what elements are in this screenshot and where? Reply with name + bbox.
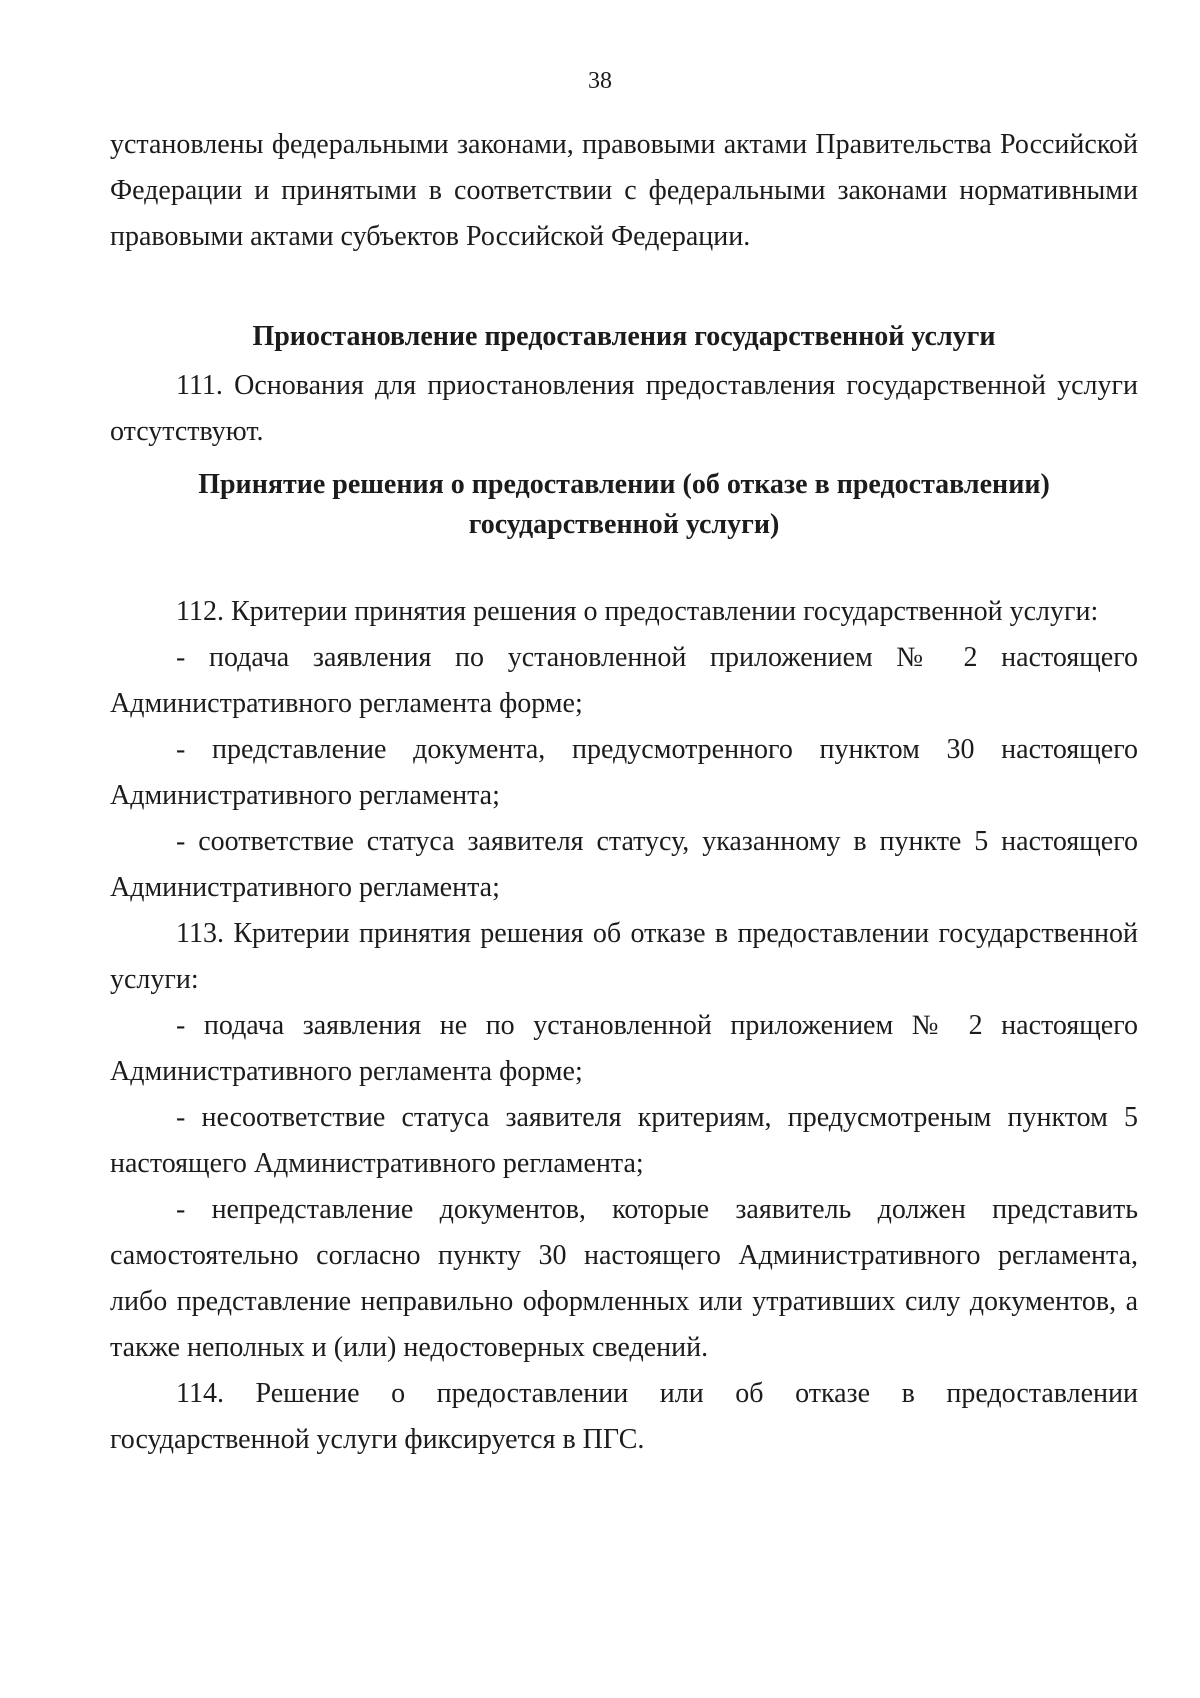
paragraph-112-item-3: - соответствие статуса заявителя статусу, указанному в пункте 5 настоящего Административного регламента; — [110, 826, 1138, 903]
paragraph-113: 113. Критерии принятия решения об отказе в предоставлении государственной услуги: — [110, 918, 1138, 995]
paragraph-112-item-1: - подача заявления по установленной приложением № 2 настоящего Административного регламента форме; — [110, 642, 1138, 719]
paragraph-114: 114. Решение о предоставлении или об отказе в предоставлении государственной услуги фиксируется в ПГС. — [110, 1378, 1138, 1455]
paragraph-intro: установлены федеральными законами, правовыми актами Правительства Российской Федерации и принятыми в соответствии с федеральными законами нормативными правовыми актами субъектов Российской Федерации. — [110, 129, 1138, 252]
paragraph-112: 112. Критерии принятия решения о предоставлении государственной услуги: — [176, 596, 1099, 627]
paragraph-113-item-3: - непредставление документов, которые заявитель должен представить самостоятельно согласно пункту 30 настоящего Административного регламента, либо представление неправильно оформленных или утративших силу документов, а также неполных и (или) недостоверных сведений. — [110, 1194, 1138, 1363]
paragraph-113-item-1: - подача заявления не по установленной приложением № 2 настоящего Административного регламента форме; — [110, 1010, 1138, 1087]
paragraph-111: 111. Основания для приостановления предоставления государственной услуги отсутствуют. — [110, 370, 1138, 447]
paragraph-113-item-2: - несоответствие статуса заявителя критериям, предусмотреным пунктом 5 настоящего Административного регламента; — [110, 1102, 1138, 1179]
heading-suspension: Приостановление предоставления государственной услуги — [252, 321, 996, 352]
document-body — [110, 122, 1138, 1463]
page-number: 38 — [588, 68, 612, 94]
heading-decision: Принятие решения о предоставлении (об отказе в предоставлении) государственной услуги) — [198, 469, 1050, 540]
paragraph-112-item-2: - представление документа, предусмотренного пунктом 30 настоящего Административного регламента; — [110, 734, 1138, 811]
